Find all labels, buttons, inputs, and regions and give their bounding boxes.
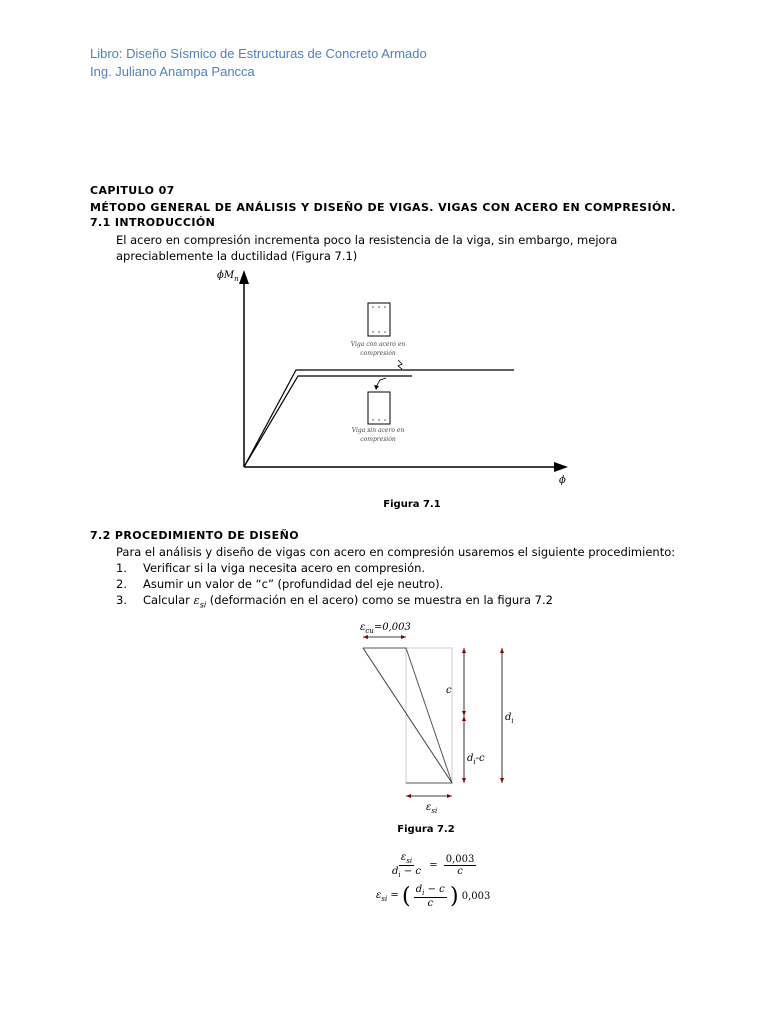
fig1-leader-with-steel: [398, 360, 402, 369]
fig2-top-label: $\varepsilon_{cu}=0,003$: [360, 622, 411, 635]
chapter-label: CAPITULO 07: [90, 184, 175, 197]
fig1-beam-with-steel: [368, 303, 390, 336]
eq1-rhs-fraction: $\frac{0,003}{c}$: [445, 854, 475, 877]
fig1-x-arrow-icon: [554, 462, 568, 472]
procedure-step-2: 2. Asumir un valor de “c” (profundidad del eje neutro).: [116, 577, 444, 591]
section-7-2-title: 7.2 PROCEDIMIENTO DE DISEÑO: [90, 529, 299, 542]
fig1-label-without-steel-1: Viga sin acero en: [351, 427, 405, 434]
equation-2: $\varepsilon_{si}$ = ( $\frac{d_i - c}{c}$ ) 0,003: [376, 884, 491, 909]
fig2-di-label: $d_i$: [505, 712, 514, 725]
equation-1: $\frac{\varepsilon_{si}}{d_i - c}$ = $\frac{0,003}{c}$: [392, 852, 475, 879]
fig2-di-c-label: $d_i-c$: [467, 753, 485, 766]
figure-7-2-caption: Figura 7.2: [397, 824, 455, 835]
header-book-title: Libro: Diseño Sísmico de Estructuras de Concreto Armado: [90, 46, 427, 61]
fig1-y-arrow-icon: [239, 270, 249, 284]
section-7-1-title: 7.1 INTRODUCCIÓN: [90, 216, 216, 229]
fig2-bottom-label: $\varepsilon_{si}$: [426, 802, 438, 815]
fig1-x-label: ϕ: [559, 475, 566, 486]
procedure-step-3: 3. Calcular $\varepsilon_{si}$ (deformación en el acero) como se muestra en la figura 7.2: [116, 593, 553, 610]
fig1-label-with-steel-1: Viga con acero en: [350, 341, 406, 348]
eq1-lhs-fraction: $\frac{\varepsilon_{si}}{d_i - c}$: [392, 852, 421, 879]
procedure-step-1: 1. Verificar si la viga necesita acero en compresión.: [116, 561, 426, 575]
fig1-label-without-steel-2: compresión: [360, 436, 396, 443]
fig1-label-with-steel-2: compresión: [360, 350, 396, 357]
fig2-c-label: c: [446, 685, 452, 696]
fig1-leader-without-steel: [376, 378, 386, 387]
fig1-y-label: $\phi M_n$: [217, 270, 239, 283]
fig2-strain-diagonal: [363, 648, 452, 783]
section-7-2-intro: Para el análisis y diseño de vigas con acero en compresión usaremos el siguiente procedimiento:: [116, 545, 676, 559]
procedure-list: [116, 560, 553, 613]
chapter-title: MÉTODO GENERAL DE ANÁLISIS Y DISEÑO DE VIGAS. VIGAS CON ACERO EN COMPRESIÓN.: [90, 201, 676, 214]
figure-7-1-caption: Figura 7.1: [383, 499, 441, 510]
section-7-1-paragraph: El acero en compresión incrementa poco la resistencia de la viga, sin embargo, mejora apreciablemente la ductilidad (Figura 7.1): [116, 233, 618, 263]
header-author: Ing. Juliano Anampa Pancca: [90, 64, 255, 79]
eq2-fraction: $\frac{d_i - c}{c}$: [415, 884, 445, 909]
